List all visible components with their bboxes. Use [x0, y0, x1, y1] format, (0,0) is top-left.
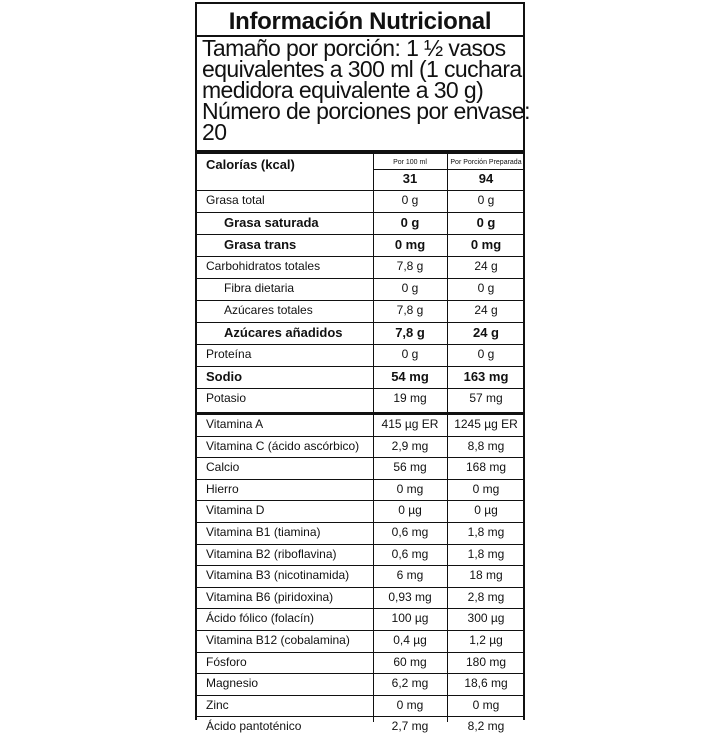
row-divider [197, 344, 523, 345]
per-100ml-header: Por 100 ml [393, 159, 427, 166]
vitamin-name: Vitamina B12 (cobalamina) [206, 633, 350, 647]
nutrient-name: Azúcares totales [224, 303, 313, 317]
vitamin-name: Vitamina B6 (piridoxina) [206, 590, 334, 604]
vitamin-name: Vitamina B3 (nicotinamida) [206, 568, 350, 582]
nutrient-name: Grasa saturada [224, 215, 319, 230]
value-per-serving: 0 g [477, 281, 495, 295]
row-divider [197, 366, 523, 367]
vitamin-name: Ácido pantoténico [206, 719, 302, 733]
servings-per-container-value: 20 [202, 119, 227, 145]
value-per-serving: 300 µg [467, 611, 505, 625]
value-per-100ml: 100 µg [391, 611, 429, 625]
value-per-serving: 163 mg [463, 369, 509, 384]
row-divider [197, 479, 523, 480]
value-per-100ml: 19 mg [393, 391, 427, 405]
value-per-100ml: 0 g [401, 193, 419, 207]
row-divider [197, 695, 523, 696]
value-per-serving: 24 g [472, 325, 499, 340]
value-per-serving: 1,8 mg [467, 547, 505, 561]
value-per-100ml: 2,7 mg [391, 719, 429, 733]
value-per-serving: 0 µg [474, 503, 498, 517]
value-per-100ml: 6,2 mg [391, 676, 429, 690]
row-divider [197, 716, 523, 717]
nutrition-facts-label [195, 2, 530, 733]
value-per-serving: 0 mg [472, 698, 500, 712]
value-per-100ml: 0,6 mg [391, 547, 429, 561]
value-per-100ml: 7,8 g [396, 259, 424, 273]
row-divider [197, 630, 523, 631]
servings-per-container-line: Número de porciones por envase: [202, 98, 530, 124]
vitamin-name: Vitamina D [206, 503, 265, 517]
calories-per-100ml: 31 [402, 171, 418, 186]
serving-line: medidora equivalente a 30 g) [202, 77, 484, 103]
thick-divider [197, 150, 523, 154]
row-divider [197, 652, 523, 653]
value-per-100ml: 0 g [401, 281, 419, 295]
row-divider [197, 587, 523, 588]
value-per-100ml: 0 g [400, 215, 420, 230]
value-per-serving: 0 g [477, 347, 495, 361]
per-serving-header: Por Porción Preparada [450, 159, 522, 166]
row-divider [197, 565, 523, 566]
value-per-100ml: 60 mg [393, 655, 427, 669]
value-per-100ml: 0,6 mg [391, 525, 429, 539]
row-divider [197, 278, 523, 279]
value-per-100ml: 54 mg [391, 369, 429, 384]
value-per-serving: 180 mg [465, 655, 507, 669]
value-per-serving: 0 mg [470, 237, 502, 252]
vitamin-name: Hierro [206, 482, 239, 496]
vitamin-name: Calcio [206, 460, 240, 474]
value-per-serving: 18,6 mg [464, 676, 508, 690]
value-per-serving: 1245 µg ER [454, 417, 518, 431]
serving-line: equivalentes a 300 ml (1 cuchara [202, 56, 522, 82]
value-per-100ml: 0 mg [396, 698, 424, 712]
nutrient-name: Azúcares añadidos [224, 325, 343, 340]
value-per-serving: 0 g [477, 193, 495, 207]
value-per-serving: 0 mg [472, 482, 500, 496]
vitamin-name: Fósforo [206, 655, 247, 669]
nutrient-name: Proteína [206, 347, 252, 361]
value-per-100ml: 415 µg ER [381, 417, 439, 431]
row-divider [197, 500, 523, 501]
label-title: Información Nutricional [228, 8, 492, 35]
value-per-100ml: 0 mg [394, 237, 426, 252]
row-divider [197, 673, 523, 674]
vitamin-name: Vitamina B2 (riboflavina) [206, 547, 337, 561]
value-per-100ml: 6 mg [396, 568, 424, 582]
row-divider [197, 608, 523, 609]
serving-info [202, 35, 530, 145]
calories-label: Calorías (kcal) [206, 157, 295, 172]
value-per-serving: 8,2 mg [467, 719, 505, 733]
row-divider [197, 234, 523, 235]
value-per-serving: 0 g [476, 215, 496, 230]
row-divider [197, 388, 523, 389]
nutrient-name: Fibra dietaria [224, 281, 295, 295]
row-divider [197, 300, 523, 301]
nutrient-name: Sodio [206, 369, 243, 384]
value-per-serving: 2,8 mg [467, 590, 505, 604]
row-divider [197, 212, 523, 213]
value-per-serving: 57 mg [469, 391, 503, 405]
row-divider [197, 522, 523, 523]
row-divider [197, 256, 523, 257]
value-per-serving: 8,8 mg [467, 439, 505, 453]
value-per-serving: 24 g [474, 303, 498, 317]
vitamin-name: Vitamina C (ácido ascórbico) [206, 439, 360, 453]
value-per-100ml: 2,9 mg [391, 439, 429, 453]
value-per-100ml: 0 g [401, 347, 419, 361]
value-per-serving: 24 g [474, 259, 498, 273]
calories-per-serving: 94 [478, 171, 494, 186]
value-per-100ml: 56 mg [393, 460, 427, 474]
row-divider [197, 414, 523, 415]
nutrient-name: Grasa trans [224, 237, 297, 252]
value-per-100ml: 0,93 mg [388, 590, 432, 604]
serving-line: Tamaño por porción: 1 ½ vasos [202, 35, 506, 61]
nutrient-name: Carbohidratos totales [206, 259, 321, 273]
row-divider [197, 322, 523, 323]
vitamin-name: Vitamina A [206, 417, 264, 431]
value-per-100ml: 0 mg [396, 482, 424, 496]
nutrient-name: Potasio [206, 391, 247, 405]
vitamin-name: Magnesio [206, 676, 259, 690]
vitamin-name: Ácido fólico (folacín) [206, 611, 315, 625]
row-divider [197, 457, 523, 458]
calories-header-divider [373, 169, 523, 170]
value-per-100ml: 0,4 µg [393, 633, 427, 647]
row-divider [197, 436, 523, 437]
row-divider [197, 190, 523, 191]
value-per-100ml: 7,8 g [396, 303, 424, 317]
value-per-serving: 1,8 mg [467, 525, 505, 539]
value-per-serving: 18 mg [469, 568, 503, 582]
vitamin-name: Vitamina B1 (tiamina) [206, 525, 321, 539]
value-per-100ml: 0 µg [398, 503, 422, 517]
value-per-serving: 1,2 µg [469, 633, 503, 647]
vitamin-name: Zinc [206, 698, 229, 712]
row-divider [197, 544, 523, 545]
value-per-100ml: 7,8 g [395, 325, 425, 340]
value-per-serving: 168 mg [465, 460, 507, 474]
nutrient-name: Grasa total [206, 193, 265, 207]
